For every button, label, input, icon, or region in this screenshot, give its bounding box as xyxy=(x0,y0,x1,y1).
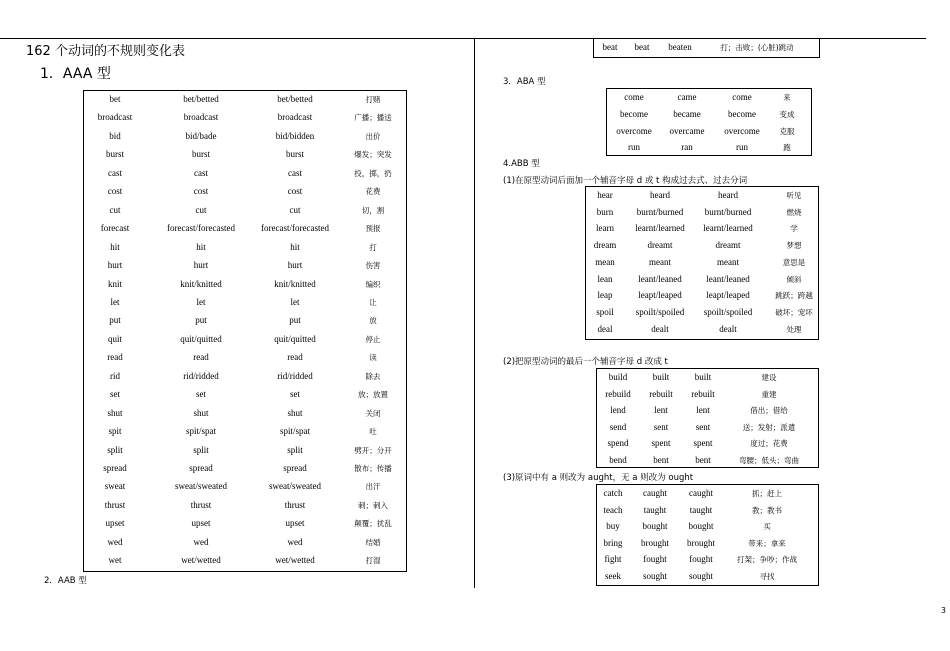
verb-base: dream xyxy=(593,240,617,251)
verb-meaning: 预报 xyxy=(365,224,381,234)
table-row xyxy=(607,92,811,109)
verb-meaning: 弯腰；低头；弯曲 xyxy=(739,456,799,465)
verb-participle: sent xyxy=(695,421,711,432)
verb-base: split xyxy=(107,444,123,455)
verb-meaning: 颠覆；扰乱 xyxy=(354,519,392,529)
verb-participle: taught xyxy=(689,504,713,515)
table-row xyxy=(607,142,811,159)
section-heading-aba: 3．ABA 型 xyxy=(503,77,546,87)
verb-meaning: 结婚 xyxy=(365,537,381,547)
verb-base: hurt xyxy=(107,260,123,271)
verb-base: lend xyxy=(610,405,626,416)
table-row xyxy=(84,389,406,407)
verb-past: meant xyxy=(649,256,671,267)
verb-base: spit xyxy=(108,426,122,437)
verb-base: buy xyxy=(606,521,620,532)
verb-meaning: 处理 xyxy=(786,324,802,334)
verb-participle: thrust xyxy=(284,499,306,510)
verb-past: upset xyxy=(191,518,211,529)
verb-past: sent xyxy=(653,421,669,432)
verb-participle: spread xyxy=(283,463,307,473)
section-heading-aaa: 1．AAA 型 xyxy=(40,66,111,82)
verb-base: seek xyxy=(605,571,621,581)
table-row xyxy=(597,422,818,439)
abb-note-3: (3)原词中有 a 则改为 aught，无 a 则改为 ought xyxy=(503,473,694,483)
verb-participle: broadcast xyxy=(277,112,313,123)
verb-meaning: 出价 xyxy=(365,131,381,141)
verb-participle: bet/betted xyxy=(277,94,313,104)
table-row xyxy=(84,223,406,241)
table-row xyxy=(84,242,406,260)
verb-base: broadcast xyxy=(97,112,133,123)
verb-base: thrust xyxy=(104,499,126,510)
verb-past: taught xyxy=(643,504,667,515)
verb-meaning: 跑 xyxy=(783,143,791,153)
verb-meaning: 让 xyxy=(369,297,377,307)
table-aaa xyxy=(83,90,407,572)
verb-base: catch xyxy=(603,488,623,498)
verb-past: cut xyxy=(195,204,207,215)
verb-meaning: 打湿 xyxy=(365,556,381,566)
verb-meaning: 建设 xyxy=(761,373,777,382)
verb-participle: rid/ridded xyxy=(277,370,313,381)
verb-past: leant/leaned xyxy=(638,273,682,284)
verb-base: spread xyxy=(103,463,127,473)
verb-base: burst xyxy=(106,149,124,160)
verb-participle: cost xyxy=(287,186,303,197)
table-row xyxy=(607,126,811,143)
verb-base: rid xyxy=(110,370,120,381)
verb-base: cast xyxy=(108,167,122,178)
verb-past: let xyxy=(196,296,206,307)
table-row xyxy=(84,445,406,463)
verb-participle: run xyxy=(736,142,748,153)
verb-participle: shut xyxy=(287,407,303,418)
section-heading-abb: 4.ABB 型 xyxy=(503,159,540,169)
verb-past: beat xyxy=(634,42,650,52)
verb-past: learnt/learned xyxy=(635,223,685,234)
verb-meaning: 除去 xyxy=(365,371,381,381)
verb-participle: cast xyxy=(288,167,302,178)
verb-meaning: 劈开；分开 xyxy=(354,445,392,455)
table-row xyxy=(597,538,818,555)
verb-participle: overcome xyxy=(724,125,760,136)
verb-base: hear xyxy=(597,190,613,200)
verb-meaning: 克服 xyxy=(779,126,795,136)
verb-past: fought xyxy=(643,554,667,565)
verb-base: spoil xyxy=(596,306,614,317)
verb-meaning: 借出；借给 xyxy=(750,406,788,416)
table-row xyxy=(597,405,818,422)
table-row xyxy=(84,500,406,518)
abb-note-2: (2)把原型动词的最后一个辅音字母 d 改成 t xyxy=(503,357,668,367)
verb-base: wed xyxy=(107,536,123,547)
verb-meaning: 吐 xyxy=(369,427,377,437)
verb-past: split xyxy=(193,444,209,455)
verb-participle: wed xyxy=(287,536,303,547)
verb-base: spend xyxy=(607,438,629,449)
verb-meaning: 打架；争吵；作战 xyxy=(737,555,797,565)
verb-meaning: 燃烧 xyxy=(786,207,802,217)
verb-past: built xyxy=(652,372,670,382)
verb-base: bet xyxy=(109,94,121,104)
verb-participle: caught xyxy=(689,488,713,498)
table-row xyxy=(586,207,818,224)
verb-past: spoilt/spoiled xyxy=(635,306,685,317)
verb-base: learn xyxy=(596,223,614,234)
verb-meaning: 投，掷，扔 xyxy=(354,168,392,178)
verb-base: overcome xyxy=(616,125,652,136)
table-aab xyxy=(593,38,820,58)
table-row xyxy=(597,521,818,538)
table-row xyxy=(84,518,406,536)
table-row xyxy=(84,168,406,186)
verb-past: knit/knitted xyxy=(180,278,222,289)
verb-past: sought xyxy=(642,571,668,581)
table-row xyxy=(84,149,406,167)
verb-participle: dreamt xyxy=(715,240,741,251)
verb-meaning: 教；教书 xyxy=(752,505,782,515)
verb-participle: heard xyxy=(718,190,738,200)
verb-past: cast xyxy=(194,167,208,178)
verb-base: teach xyxy=(603,504,623,515)
verb-base: send xyxy=(609,421,627,432)
verb-participle: bought xyxy=(688,521,714,532)
verb-participle: bid/bidden xyxy=(275,130,315,141)
verb-participle: learnt/learned xyxy=(703,223,753,234)
verb-participle: let xyxy=(290,296,300,307)
verb-participle: become xyxy=(728,108,756,119)
page-number: 3 xyxy=(940,606,946,615)
verb-participle: put xyxy=(289,315,301,326)
verb-meaning: 变成 xyxy=(779,109,795,119)
table-row xyxy=(84,352,406,370)
table-row xyxy=(84,279,406,297)
verb-base: cut xyxy=(109,204,121,215)
table-row xyxy=(597,505,818,522)
verb-past: spread xyxy=(189,463,213,473)
table-row xyxy=(84,555,406,573)
verb-participle: split xyxy=(287,444,303,455)
page-title: 162 个动词的不规则变化表 xyxy=(26,44,185,59)
table-row xyxy=(84,260,406,278)
verb-past: dreamt xyxy=(647,240,673,251)
verb-base: rebuild xyxy=(605,388,631,399)
verb-past: rid/ridded xyxy=(183,370,219,381)
table-row xyxy=(597,389,818,406)
verb-past: spit/spat xyxy=(185,426,217,437)
verb-base: mean xyxy=(595,256,615,267)
verb-base: leap xyxy=(597,290,613,301)
section-heading-aab: 2．AAB 型 xyxy=(44,576,87,586)
table-row xyxy=(586,307,818,324)
table-row xyxy=(597,571,818,588)
verb-past: forecast/forecasted xyxy=(167,223,235,234)
table-row xyxy=(586,240,818,257)
table-row xyxy=(586,223,818,240)
verb-base: deal xyxy=(597,323,613,334)
verb-past: broadcast xyxy=(183,112,219,123)
verb-base: bend xyxy=(609,455,627,465)
abb-note-1: (1)在原型动词后面加一个辅音字母 d 或 t 构成过去式、过去分词 xyxy=(503,176,748,186)
table-row xyxy=(84,94,406,112)
verb-base: come xyxy=(624,92,644,102)
verb-meaning: 出汗 xyxy=(365,482,381,492)
verb-participle: bent xyxy=(695,455,711,465)
verb-participle: forecast/forecasted xyxy=(261,223,329,234)
table-row xyxy=(597,455,818,472)
table-abb-1 xyxy=(585,186,819,340)
verb-past: heard xyxy=(650,190,670,200)
verb-base: set xyxy=(110,389,120,400)
verb-meaning: 关闭 xyxy=(365,408,381,418)
verb-base: beat xyxy=(602,42,618,52)
verb-past: wed xyxy=(193,536,209,547)
verb-meaning: 学 xyxy=(790,224,798,234)
verb-participle: sweat/sweated xyxy=(269,481,321,492)
table-row xyxy=(586,290,818,307)
verb-base: upset xyxy=(105,518,125,529)
verb-meaning: 爆发；突发 xyxy=(354,150,392,160)
verb-participle: upset xyxy=(285,518,305,529)
verb-base: cost xyxy=(107,186,123,197)
verb-past: dealt xyxy=(651,323,669,334)
table-row xyxy=(84,426,406,444)
verb-participle: brought xyxy=(687,537,715,548)
verb-participle: spit/spat xyxy=(279,426,311,437)
verb-past: sweat/sweated xyxy=(175,481,227,492)
table-row xyxy=(84,537,406,555)
verb-past: put xyxy=(195,315,207,326)
table-row xyxy=(597,488,818,505)
verb-participle: dealt xyxy=(719,323,737,334)
verb-base: burn xyxy=(596,206,614,217)
verb-past: lent xyxy=(654,405,668,416)
verb-participle: burnt/burned xyxy=(704,206,752,217)
verb-base: bid xyxy=(109,130,121,141)
table-row xyxy=(586,274,818,291)
verb-meaning: 倾斜 xyxy=(786,274,802,284)
verb-meaning: 破坏；宠坏 xyxy=(775,307,813,317)
table-row xyxy=(84,334,406,352)
verb-participle: sought xyxy=(688,571,714,581)
verb-meaning: 伤害 xyxy=(365,261,381,271)
verb-meaning: 跳跃；跨越 xyxy=(775,291,813,301)
verb-meaning: 停止 xyxy=(365,334,381,344)
verb-participle: beaten xyxy=(668,42,692,52)
verb-meaning: 编织 xyxy=(365,279,381,289)
verb-past: hurt xyxy=(193,260,209,271)
verb-meaning: 买 xyxy=(763,522,771,532)
verb-past: brought xyxy=(641,537,669,548)
verb-meaning: 带来；拿来 xyxy=(748,538,786,548)
verb-participle: hit xyxy=(290,241,300,252)
verb-past: bid/bade xyxy=(185,130,217,141)
verb-participle: wet/wetted xyxy=(275,555,315,566)
verb-meaning: 抓；赶上 xyxy=(752,489,782,498)
table-row xyxy=(594,42,819,58)
verb-base: hit xyxy=(110,241,120,252)
verb-past: ran xyxy=(681,142,693,153)
verb-past: bet/betted xyxy=(183,94,219,104)
table-aba xyxy=(606,88,812,156)
table-abb-3 xyxy=(596,484,819,586)
verb-past: spent xyxy=(651,438,671,449)
verb-meaning: 送；发射；派遣 xyxy=(742,422,796,432)
verb-past: leapt/leaped xyxy=(638,290,682,301)
verb-base: put xyxy=(109,315,121,326)
verb-meaning: 放 xyxy=(369,316,377,326)
verb-past: overcame xyxy=(669,125,705,136)
verb-meaning: 听见 xyxy=(786,191,802,200)
table-row xyxy=(84,297,406,315)
table-row xyxy=(84,408,406,426)
verb-participle: meant xyxy=(717,256,739,267)
table-row xyxy=(84,463,406,481)
verb-past: quit/quitted xyxy=(180,333,222,344)
table-row xyxy=(597,438,818,455)
verb-meaning: 花费 xyxy=(365,187,381,197)
verb-past: came xyxy=(677,92,697,102)
table-row xyxy=(84,371,406,389)
table-row xyxy=(607,109,811,126)
verb-participle: leapt/leaped xyxy=(706,290,750,301)
verb-meaning: 打；击败；(心脏)跳动 xyxy=(720,43,794,52)
verb-past: burst xyxy=(192,149,210,160)
verb-meaning: 意思是 xyxy=(782,257,806,267)
verb-past: rebuilt xyxy=(649,388,673,399)
verb-base: build xyxy=(608,372,628,382)
verb-past: bent xyxy=(653,455,669,465)
verb-base: quit xyxy=(107,333,123,344)
verb-meaning: 切，割 xyxy=(361,205,385,215)
verb-meaning: 度过；花费 xyxy=(750,439,788,449)
verb-participle: burst xyxy=(286,149,304,160)
table-row xyxy=(586,324,818,341)
table-row xyxy=(84,186,406,204)
verb-meaning: 散布；传播 xyxy=(354,464,392,473)
verb-participle: rebuilt xyxy=(691,388,715,399)
verb-meaning: 寻找 xyxy=(759,572,775,581)
verb-base: let xyxy=(110,296,120,307)
verb-participle: cut xyxy=(289,204,301,215)
table-row xyxy=(84,315,406,333)
table-abb-2 xyxy=(596,368,819,468)
verb-past: cost xyxy=(193,186,209,197)
verb-past: wet/wetted xyxy=(181,555,221,566)
verb-past: shut xyxy=(193,407,209,418)
verb-past: set xyxy=(196,389,206,400)
verb-past: bought xyxy=(642,521,668,532)
verb-base: become xyxy=(620,108,648,119)
verb-meaning: 打 xyxy=(369,242,377,252)
table-row xyxy=(84,131,406,149)
verb-base: shut xyxy=(107,407,123,418)
verb-past: became xyxy=(673,108,701,119)
verb-participle: quit/quitted xyxy=(274,333,316,344)
verb-past: hit xyxy=(196,241,206,252)
verb-past: caught xyxy=(643,488,667,498)
verb-meaning: 梦想 xyxy=(786,241,802,251)
table-row xyxy=(597,554,818,571)
verb-past: thrust xyxy=(190,499,212,510)
verb-meaning: 来 xyxy=(783,93,791,102)
verb-participle: spent xyxy=(693,438,713,449)
verb-meaning: 重建 xyxy=(761,389,777,399)
verb-participle: hurt xyxy=(287,260,303,271)
verb-participle: set xyxy=(290,389,300,400)
verb-participle: built xyxy=(694,372,712,382)
verb-base: sweat xyxy=(104,481,126,492)
table-row xyxy=(84,112,406,130)
verb-participle: leant/leaned xyxy=(706,273,750,284)
verb-participle: read xyxy=(287,352,303,363)
table-row xyxy=(84,481,406,499)
table-row xyxy=(84,205,406,223)
column-divider xyxy=(474,38,475,588)
verb-base: read xyxy=(107,352,123,363)
verb-base: forecast xyxy=(100,223,130,234)
verb-base: knit xyxy=(107,278,123,289)
verb-base: lean xyxy=(597,273,613,284)
verb-participle: come xyxy=(732,92,752,102)
table-row xyxy=(586,257,818,274)
verb-meaning: 放；放置 xyxy=(358,390,388,400)
verb-meaning: 刺；刺入 xyxy=(358,500,388,510)
verb-base: bring xyxy=(603,537,623,548)
verb-meaning: 打赌 xyxy=(365,95,381,104)
verb-participle: lent xyxy=(696,405,710,416)
verb-base: run xyxy=(628,142,640,153)
verb-participle: knit/knitted xyxy=(274,278,316,289)
verb-participle: fought xyxy=(689,554,713,565)
verb-past: burnt/burned xyxy=(636,206,684,217)
table-row xyxy=(597,372,818,389)
verb-meaning: 广播；播送 xyxy=(354,113,392,123)
verb-participle: spoilt/spoiled xyxy=(703,306,753,317)
verb-meaning: 读 xyxy=(369,353,377,363)
verb-base: wet xyxy=(108,555,122,566)
verb-past: read xyxy=(193,352,209,363)
verb-base: fight xyxy=(604,554,622,565)
table-row xyxy=(586,190,818,207)
